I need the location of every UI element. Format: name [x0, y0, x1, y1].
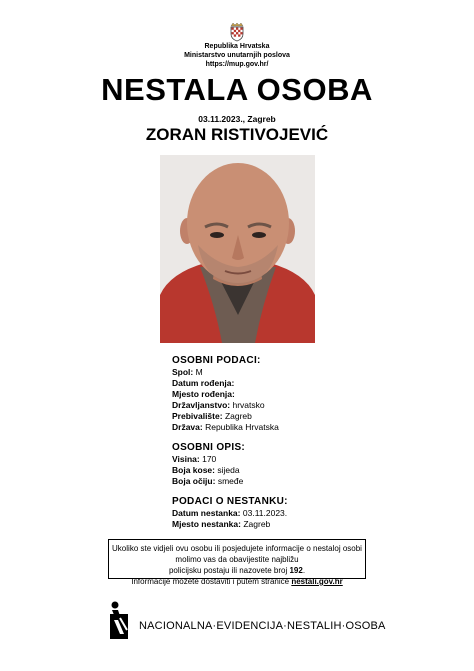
- detail-value: 170: [202, 454, 217, 464]
- disappearance-section: [172, 496, 432, 530]
- detail-value: 03.11.2023.: [242, 508, 288, 518]
- detail-label: Mjesto nestanka:: [172, 519, 241, 529]
- personal-data-section: [172, 355, 432, 433]
- detail-value: Zagreb: [224, 411, 252, 421]
- detail-label: Datum nestanka:: [172, 508, 241, 518]
- description-section: [172, 442, 432, 487]
- detail-row-birth-date: [172, 378, 432, 389]
- detail-value: Zagreb: [243, 519, 271, 529]
- detail-row-missing-date: [172, 508, 432, 519]
- detail-row-missing-place: [172, 519, 432, 530]
- personal-data-heading: OSOBNI PODACI:: [172, 355, 261, 366]
- detail-value: M: [195, 367, 203, 377]
- registry-name: NACIONALNA·EVIDENCIJA·NESTALIH·OSOBA: [139, 620, 386, 632]
- notice-line-1: Ukoliko ste vidjeli ovu osobu ili posjedujete informacije o nestaloj osobi molimo vas da obavijestite najbližu: [112, 544, 362, 564]
- website-link[interactable]: nestali.gov.hr: [291, 577, 343, 586]
- header: [0, 22, 474, 69]
- detail-label: Boja kose:: [172, 465, 215, 475]
- detail-row-sex: [172, 367, 432, 378]
- detail-row-citizenship: [172, 400, 432, 411]
- footer: [106, 600, 396, 642]
- detail-label: Mjesto rođenja:: [172, 389, 235, 399]
- detail-value: Republika Hrvatska: [205, 422, 279, 432]
- detail-row-birth-place: [172, 389, 432, 400]
- detail-value: smeđe: [217, 476, 244, 486]
- description-heading: OSOBNI OPIS:: [172, 442, 246, 453]
- registry-logo-icon: [106, 600, 132, 640]
- person-photo: [160, 155, 315, 343]
- date-place: 03.11.2023., Zagreb: [198, 114, 276, 124]
- ministry-name: Ministarstvo unutarnjih poslova: [184, 52, 290, 59]
- page-title: NESTALA OSOBA: [101, 72, 373, 107]
- detail-row-residence: [172, 411, 432, 422]
- detail-label: Država:: [172, 422, 203, 432]
- ministry-url[interactable]: https://mup.gov.hr/: [205, 61, 269, 68]
- detail-value: hrvatsko: [232, 400, 265, 410]
- detail-label: Datum rođenja:: [172, 378, 235, 388]
- country-name: Republika Hrvatska: [204, 43, 270, 50]
- notice-text: .: [302, 566, 306, 575]
- disappearance-heading: PODACI O NESTANKU:: [172, 496, 288, 507]
- detail-label: Prebivalište:: [172, 411, 223, 421]
- notice-line-3: [109, 576, 365, 587]
- coat-of-arms-icon: [228, 22, 246, 42]
- detail-row-eye-color: [172, 476, 432, 487]
- notice-text: policijsku postaju ili nazovete broj: [168, 566, 290, 575]
- person-name: ZORAN RISTIVOJEVIĆ: [145, 125, 329, 144]
- detail-label: Visina:: [172, 454, 200, 464]
- notice-text: Informacije možete dostaviti i putem stranice: [131, 577, 292, 586]
- contact-notice: [108, 539, 366, 586]
- detail-label: Spol:: [172, 367, 194, 377]
- notice-line-2: [109, 565, 365, 576]
- detail-value: sijeda: [217, 465, 240, 475]
- detail-row-hair-color: [172, 465, 432, 476]
- details-panel: [172, 355, 432, 539]
- emergency-number: 192: [289, 566, 303, 575]
- detail-label: Državljanstvo:: [172, 400, 231, 410]
- detail-row-height: [172, 454, 432, 465]
- detail-label: Boja očiju:: [172, 476, 216, 486]
- detail-row-country: [172, 422, 432, 433]
